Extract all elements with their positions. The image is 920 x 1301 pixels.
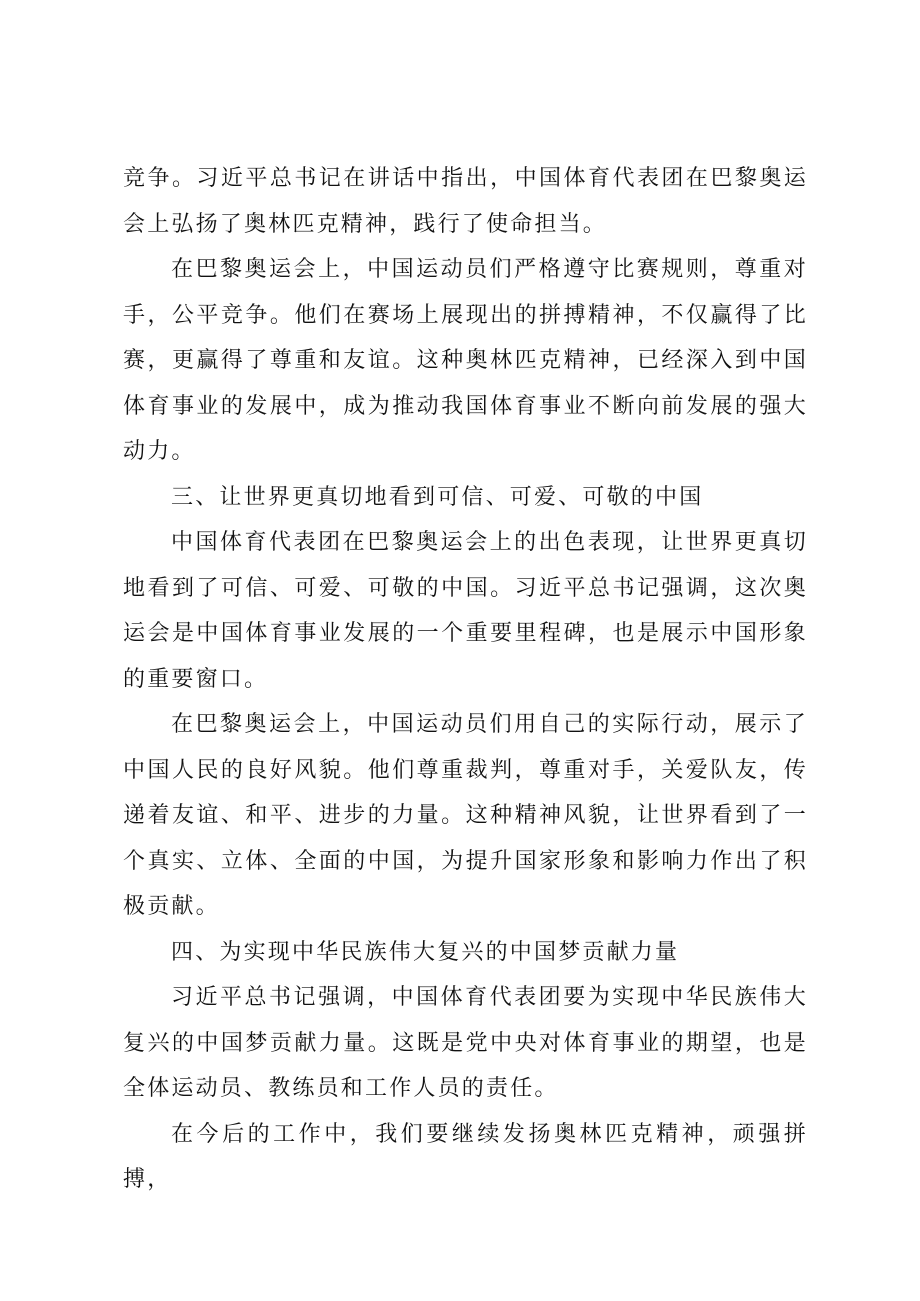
paragraph-5: 习近平总书记强调，中国体育代表团要为实现中华民族伟大复兴的中国梦贡献力量。这既是党中央对体育事业的期望，也是全体运动员、教练员和工作人员的责任。 [123, 985, 808, 1101]
section-heading-3: 三、让世界更真切地看到可信、可爱、可敬的中国 [171, 484, 704, 510]
section-heading-4: 四、为实现中华民族伟大复兴的中国梦贡献力量 [171, 939, 680, 965]
paragraph-2: 在巴黎奥运会上，中国运动员们严格遵守比赛规则，尊重对手，公平竞争。他们在赛场上展现出的拼搏精神，不仅赢得了比赛，更赢得了尊重和友谊。这种奥林匹克精神，已经深入到中国体育事业的发展中，成为推动我国体育事业不断向前发展的强大动力。 [123, 257, 808, 464]
paragraph-1: 竞争。习近平总书记在讲话中指出，中国体育代表团在巴黎奥运会上弘扬了奥林匹克精神，践行了使命担当。 [123, 166, 808, 237]
document-page [123, 156, 808, 1203]
paragraph-4: 在巴黎奥运会上，中国运动员们用自己的实际行动，展示了中国人民的良好风貌。他们尊重裁判，尊重对手，关爱队友，传递着友谊、和平、进步的力量。这种精神风貌，让世界看到了一个真实、立体、全面的中国，为提升国家形象和影响力作出了积极贡献。 [123, 712, 808, 919]
paragraph-3: 中国体育代表团在巴黎奥运会上的出色表现，让世界更真切地看到了可信、可爱、可敬的中国。习近平总书记强调，这次奥运会是中国体育事业发展的一个重要里程碑，也是展示中国形象的重要窗口。 [123, 530, 808, 692]
paragraph-6: 在今后的工作中，我们要继续发扬奥林匹克精神，顽强拼搏， [123, 1121, 808, 1192]
